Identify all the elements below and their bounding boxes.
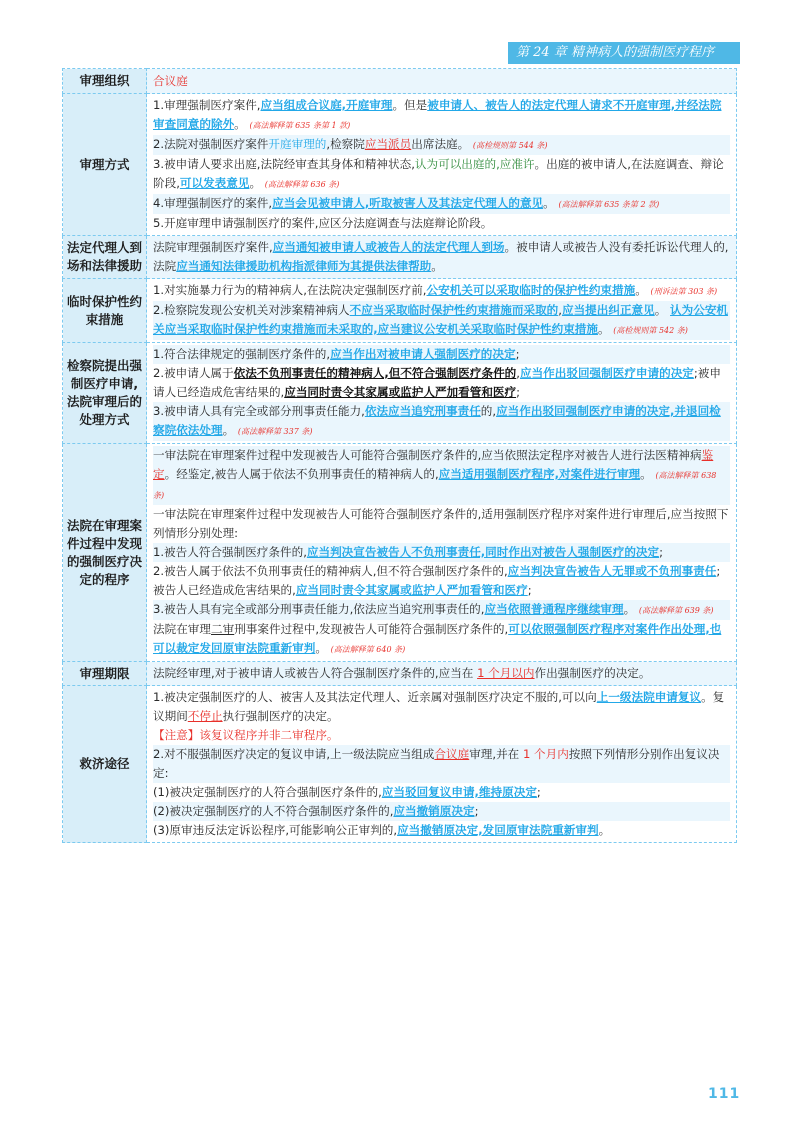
row-label-remedy: 救济途径 — [63, 686, 147, 843]
table-row — [63, 662, 737, 686]
row-content-temporary-restraint: 1.对实施暴力行为的精神病人,在法院决定强制医疗前,公安机关可以采取临时的保护性约束措施。 (刑诉法第 303 条) 2.检察院发现公安机关对涉案精神病人不应当采取临时保护性约束措施而采取的,应当提出纠正意见。 认为公安机关应当采取临时保护性约束措施而未采取的,应当建议公安机关采取临时保护性约束措施。 (高检规则第 542 条) — [147, 279, 737, 343]
row-label-legal-aid: 法定代理人到场和法律援助 — [63, 236, 147, 279]
row-label-procuratorate-application: 检察院提出强制医疗申请,法院审理后的处理方式 — [63, 343, 147, 444]
table-row — [63, 69, 737, 94]
table-row — [63, 686, 737, 843]
row-content-remedy: 1.被决定强制医疗的人、被害人及其法定代理人、近亲属对强制医疗决定不服的,可以向上一级法院申请复议。复议期间不停止执行强制医疗的决定。 【注意】该复议程序并非二审程序。 2.对不服强制医疗决定的复议申请,上一级法院应当组成合议庭审理,并在 1 个月内按照下列情形分别作出复议决定: (1)被决定强制医疗的人符合强制医疗条件的,应当驳回复议申请,维持原决定; (2)被决定强制医疗的人不符合强制医疗条件的,应当撤销原决定; (3)原审违反法定诉讼程序,可能影响公正审判的,应当撤销原决定,发回原审法院重新审判。 — [147, 686, 737, 843]
row-content-trial-method: 1.审理强制医疗案件,应当组成合议庭,开庭审理。但是被申请人、被告人的法定代理人请求不开庭审理,并经法院审查同意的除外。 (高法解释第 635 条第 1 款) 2.法院对强制医疗案件开庭审理的,检察院应当派员出席法庭。 (高检规则第 544 条) 3.被申请人要求出庭,法院经审查其身体和精神状态,认为可以出庭的,应准许。出庭的被申请人,在法庭调查、辩论阶段,可以发表意见。 (高法解释第 636 条) 4.审理强制医疗的案件,应当会见被申请人,听取被害人及其法定代理人的意见。 (高法解释第 635 条第 2 款) 5.开庭审理申请强制医疗的案件,应区分法庭调查与法庭辩论阶段。 — [147, 94, 737, 236]
row-label-trial-method: 审理方式 — [63, 94, 147, 236]
table-row — [63, 94, 737, 236]
chapter-header: 第 24 章 精神病人的强制医疗程序 — [508, 42, 740, 64]
row-label-trial-organization: 审理组织 — [63, 69, 147, 94]
row-label-temporary-restraint: 临时保护性约束措施 — [63, 279, 147, 343]
row-content-court-discovered: 一审法院在审理案件过程中发现被告人可能符合强制医疗条件的,应当依照法定程序对被告人进行法医精神病鉴定。经鉴定,被告人属于依法不负刑事责任的精神病人的,应当适用强制医疗程序,对案件进行审理。 (高法解释第 638 条) 一审法院在审理案件过程中发现被告人可能符合强制医疗条件的,适用强制医疗程序对案件进行审理后,应当按照下列情形分别处理: 1.被告人符合强制医疗条件的,应当判决宣告被告人不负刑事责任,同时作出对被告人强制医疗的决定; 2.被告人属于依法不负刑事责任的精神病人,但不符合强制医疗条件的,应当判决宣告被告人无罪或不负刑事责任;被告人已经造成危害结果的,应当同时责令其家属或监护人严加看管和医疗; 3.被告人具有完全或部分刑事责任能力,依法应当追究刑事责任的,应当依照普通程序继续审理。 (高法解释第 639 条) 法院在审理二审刑事案件过程中,发现被告人可能符合强制医疗条件的,可以依照强制医疗程序对案件作出处理,也可以裁定发回原审法院重新审判。 (高法解释第 640 条) — [147, 444, 737, 662]
content-table — [62, 68, 737, 843]
page-number: 111 — [708, 1086, 741, 1102]
table-row — [63, 279, 737, 343]
row-label-court-discovered: 法院在审理案件过程中发现的强制医疗决定的程序 — [63, 444, 147, 662]
row-label-trial-period: 审理期限 — [63, 662, 147, 686]
table-row — [63, 236, 737, 279]
row-content-legal-aid: 法院审理强制医疗案件,应当通知被申请人或被告人的法定代理人到场。被申请人或被告人没有委托诉讼代理人的,法院应当通知法律援助机构指派律师为其提供法律帮助。 — [147, 236, 737, 279]
table-row — [63, 343, 737, 444]
row-content-trial-period: 法院经审理,对于被申请人或被告人符合强制医疗条件的,应当在 1 个月以内作出强制医疗的决定。 — [147, 662, 737, 686]
row-content-procuratorate-application: 1.符合法律规定的强制医疗条件的,应当作出对被申请人强制医疗的决定; 2.被申请人属于依法不负刑事责任的精神病人,但不符合强制医疗条件的,应当作出驳回强制医疗申请的决定;被申请人已经造成危害结果的,应当同时责令其家属或监护人严加看管和医疗; 3.被申请人具有完全或部分刑事责任能力,依法应当追究刑事责任的,应当作出驳回强制医疗申请的决定,并退回检察院依法处理。 (高法解释第 337 条) — [147, 343, 737, 444]
table-row — [63, 444, 737, 662]
row-content-trial-organization: 合议庭 — [147, 69, 737, 94]
